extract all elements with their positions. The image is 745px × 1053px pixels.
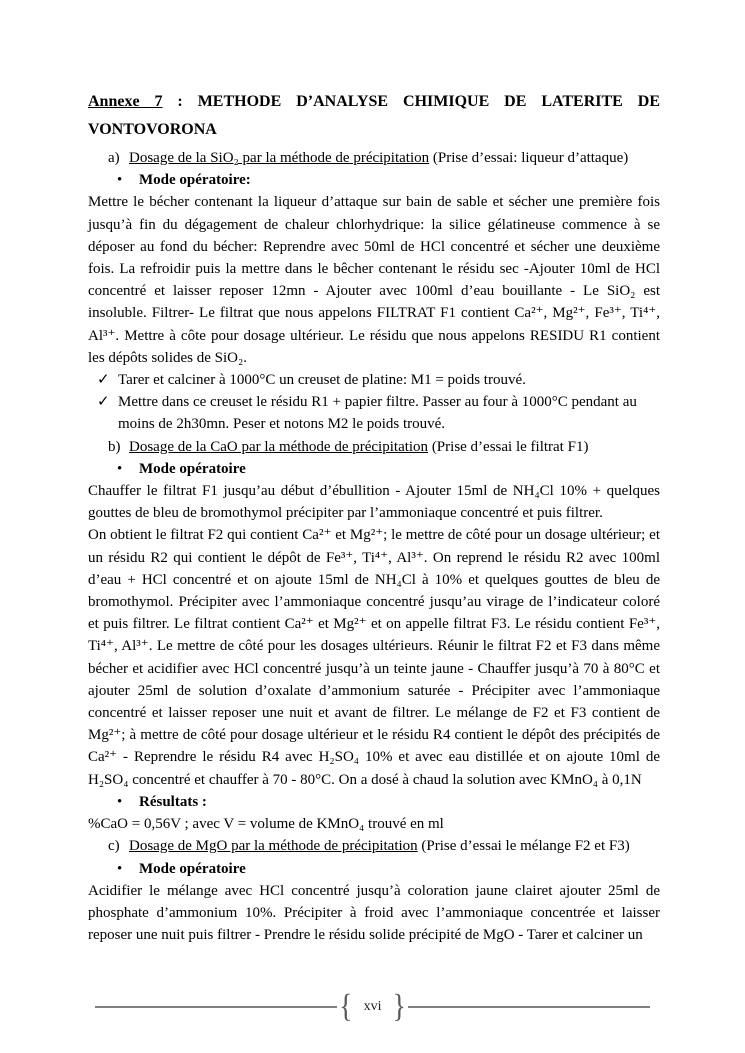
section-a-mode-label: Mode opératoire: (139, 172, 251, 189)
section-a-heading-underlined: Dosage de la SiO₂ par la méthode de précipitation (129, 150, 430, 166)
section-b-results-formula: %CaO = 0,56V ; avec V = volume de KMnO₄ trouvé en ml (88, 816, 444, 833)
section-b-results-bullet (88, 791, 660, 813)
document-page (88, 88, 660, 946)
section-c-mode-label: Mode opératoire (139, 860, 246, 877)
footer-rule-right (408, 1006, 650, 1008)
section-b-heading-text (129, 436, 660, 458)
annex-title-text: : METHODE D’ANALYSE CHIMIQUE DE LATERITE DE (162, 93, 661, 110)
check-icon: ✓ (97, 394, 110, 411)
check-list-item-1 (88, 369, 660, 391)
section-a-mode-bullet (88, 169, 660, 191)
bullet-icon: • (117, 460, 123, 477)
section-b-results-label: Résultats : (139, 793, 207, 810)
section-a-heading (88, 147, 660, 169)
section-b-heading-rest: (Prise d’essai le filtrat F1) (428, 438, 589, 455)
section-c-heading-text (129, 835, 660, 857)
bullet-icon: • (117, 793, 123, 810)
section-b-marker: b) (108, 438, 121, 455)
footer-rule-left (95, 1006, 337, 1008)
section-a-marker: a) (108, 150, 120, 166)
check-item-2-text: Mettre dans ce creuset le résidu R1 + papier filtre. Passer au four à 1000°C pendant au moins de 2h30mn. Peser et notons M2 le poids trouvé. (118, 394, 637, 433)
section-b-mode-bullet (88, 458, 660, 480)
section-b-procedure-paragraph-2: On obtient le filtrat F2 qui contient Ca²⁺ et Mg²⁺; le mettre de côté pour un dosage ultérieur; et un résidu R2 qui contient le dépôt de Fe³⁺, Ti⁴⁺, Al³⁺. On reprend le résidu R2 avec 100ml d’eau + HCl concentré et on ajoute 15ml de NH₄Cl à 10% et quelques gouttes de bleu de bromothymol. Précipiter avec l’ammoniaque concentré jusqu’au virage de l’indicateur coloré et puis filtrer. Le filtrat contient Ca²⁺ et Mg²⁺ et on appelle filtrat F3. Le résidu contient Fe³⁺, Ti⁴⁺, Al³⁺. Le mettre de côté pour les dosages ultérieurs. Réunir le filtrat F2 et F3 dans même bécher et acidifier avec HCl concentré jusqu’à un teinte jaune - Chauffer jusqu’à 70 à 80°C et ajouter 25ml de solution d’oxalate d’ammonium saturée - Précipiter avec l’ammoniaque concentré et laisser reposer une nuit et avant de filtrer. Le mélange de F2 et F3 contient de Mg²⁺; à mettre de côté pour dosage ultérieur et le résidu R4 contient le dépôt des précipités de Ca²⁺ - Reprendre le résidu R4 avec H₂SO₄ 10% et avec eau distillée et on ajoute 10ml de H₂SO₄ concentré et chauffer à 70 - 80°C. On a dosé à chaud la solution avec KMnO₄ à 0,1N (88, 527, 660, 788)
check-list-item-2 (88, 391, 660, 435)
section-a-heading-text (129, 147, 660, 169)
page-number: xvi (363, 999, 382, 1014)
annex-title-line2: VONTOVORONA (88, 121, 217, 138)
bullet-icon: • (117, 172, 123, 189)
annex-title (88, 88, 660, 144)
section-c-heading-rest: (Prise d’essai le mélange F2 et F3) (417, 838, 630, 855)
section-c-mode-bullet (88, 858, 660, 880)
section-b-mode-label: Mode opératoire (139, 460, 246, 477)
page-footer (95, 988, 650, 1026)
section-b-heading-underlined: Dosage de la CaO par la méthode de précipitation (129, 438, 429, 455)
check-item-1-text: Tarer et calciner à 1000°C un creuset de platine: M1 = poids trouvé. (118, 372, 526, 389)
check-icon: ✓ (97, 372, 110, 389)
section-a-heading-rest: (Prise d’essai: liqueur d’attaque) (429, 150, 629, 166)
section-b-procedure-paragraph-1: Chauffer le filtrat F1 jusqu’au début d’ébullition - Ajouter 15ml de NH₄Cl 10% + quelques gouttes de bleu de bromothymol précipiter par l’ammoniaque concentré et puis filtrer. (88, 483, 660, 522)
bullet-icon: • (117, 860, 123, 877)
section-c-marker: c) (108, 838, 120, 855)
section-b-heading (88, 436, 660, 458)
right-bracket-icon: } (392, 988, 406, 1025)
section-c-heading (88, 835, 660, 857)
section-c-heading-underlined: Dosage de MgO par la méthode de précipitation (129, 838, 418, 855)
section-c-procedure-paragraph: Acidifier le mélange avec HCl concentré jusqu’à coloration jaune clairet ajouter 25ml de phosphate d’ammonium 10%. Précipiter à froid avec l’ammoniaque concentrée et laisser reposer une nuit puis filtrer - Prendre le résidu solide précipité de MgO - Tarer et calciner un (88, 882, 660, 944)
left-bracket-icon: { (339, 988, 353, 1025)
annex-title-label: Annexe 7 (88, 93, 163, 110)
annex-title-line1 (88, 88, 660, 116)
section-a-procedure-paragraph: Mettre le bécher contenant la liqueur d’attaque sur bain de sable et sécher une première fois jusqu’à fin du dégagement de chaleur chlorhydrique: la silice gélatineuse commence à se déposer au fond du bécher: Reprendre avec 50ml de HCl concentré et sécher une deuxième fois. La refroidir puis la mettre dans le bêcher contenant le résidu sec -Ajouter 10ml de HCl concentré et laisser reposer 12mn - Ajouter avec 100ml d’eau bouillante - Le SiO₂ est insoluble. Filtrer- Le filtrat que nous appelons FILTRAT F1 contient Ca²⁺, Mg²⁺, Fe³⁺, Ti⁴⁺, Al³⁺. Mettre à côte pour dosage ultérieur. Le résidu que nous appelons RESIDU R1 contient les dépôts solides de SiO₂. (88, 194, 660, 366)
